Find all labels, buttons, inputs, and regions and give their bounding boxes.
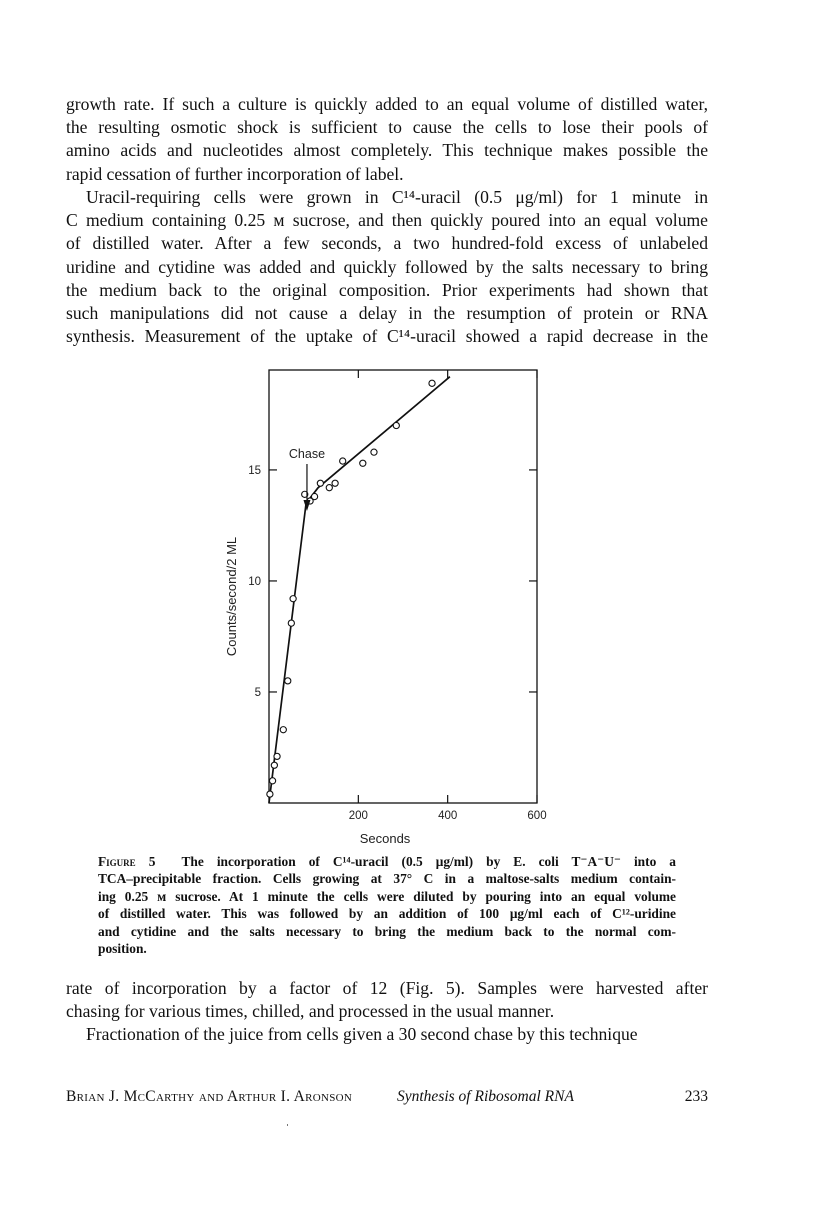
text-line: Fractionation of the juice from cells given a 30 second chase by this technique	[86, 1024, 638, 1044]
data-point	[429, 380, 435, 386]
data-point	[371, 449, 377, 455]
y-tick-label: 10	[248, 575, 261, 588]
caption-line: position.	[98, 941, 147, 957]
text-line: such manipulations did not cause a delay in the resumption of protein or RNA	[66, 303, 708, 324]
y-axis-label: Counts/second/2 ML	[224, 536, 239, 657]
text-line: C medium containing 0.25 ᴍ sucrose, and then quickly poured into an equal volume	[66, 210, 708, 231]
data-point	[360, 460, 366, 466]
data-point	[340, 458, 346, 464]
text-line: the resulting osmotic shock is sufficient to cause the cells to lose their pools of	[66, 117, 708, 138]
data-point	[290, 596, 296, 602]
text-line: uridine and cytidine was added and quickly followed by the salts necessary to bring	[66, 256, 708, 277]
data-point	[317, 480, 323, 486]
data-point	[271, 762, 277, 768]
figure-5-chart	[200, 360, 580, 850]
data-point	[326, 485, 332, 491]
text-line: of distilled water. After a few seconds, a two hundred-fold excess of unlabeled	[66, 233, 708, 254]
text-line: Uracil-requiring cells were grown in C¹⁴-uracil (0.5 μg/ml) for 1 minute in	[86, 187, 708, 207]
chart-svg	[200, 360, 580, 850]
data-point	[288, 620, 294, 626]
text-line: rate of incorporation by a factor of 12 (Fig. 5). Samples were harvested after	[66, 978, 708, 998]
text-line: the medium back to the original composition. Prior experiments had shown that	[66, 279, 708, 300]
data-point	[332, 480, 338, 486]
x-axis-label: Seconds	[359, 831, 411, 846]
data-point	[267, 791, 273, 797]
caption-line: and cytidine and the salts necessary to bring the medium back to the normal com-	[98, 923, 676, 939]
paragraph-3	[66, 977, 708, 1023]
data-point	[274, 753, 280, 759]
chase-annotation-label: Chase	[288, 447, 326, 461]
caption-line	[98, 853, 676, 870]
x-tick-label: 200	[348, 810, 368, 822]
stray-mark	[287, 1124, 288, 1126]
paragraph-2	[66, 186, 708, 348]
y-tick-label: 5	[254, 686, 261, 699]
data-point	[393, 422, 399, 428]
figure-caption	[98, 853, 676, 957]
text-line: synthesis. Measurement of the uptake of C¹⁴-uracil showed a rapid decrease in the	[66, 326, 708, 347]
fit-line	[269, 377, 450, 803]
caption-line: TCA–precipitable fraction. Cells growing at 37° C in a maltose-salts medium contain-	[98, 871, 676, 887]
text-line: growth rate. If such a culture is quickly added to an equal volume of distilled water,	[66, 94, 708, 114]
paragraph-1	[66, 93, 708, 186]
page-number: 233	[684, 1088, 708, 1105]
text-line: amino acids and nucleotides almost completely. This technique makes possible the	[66, 140, 708, 161]
paragraph-4	[66, 1023, 708, 1046]
y-tick-label: 15	[248, 464, 261, 477]
text-line: chasing for various times, chilled, and processed in the usual manner.	[66, 1001, 555, 1022]
data-point	[311, 493, 317, 499]
data-point	[269, 778, 275, 784]
footer-journal-title: Synthesis of Ribosomal RNA	[397, 1088, 574, 1105]
caption-line-text: The incorporation of C¹⁴-uracil (0.5 μg/ml) by E. coli T⁻A⁻U⁻ into a	[181, 854, 676, 869]
figure-label: Figure 5	[98, 854, 156, 869]
caption-line: ing 0.25 ᴍ sucrose. At 1 minute the cells were diluted by pouring into an equal volume	[98, 888, 676, 904]
plot-frame	[269, 370, 537, 803]
data-point	[280, 727, 286, 733]
x-tick-label: 600	[527, 810, 547, 822]
data-point	[285, 678, 291, 684]
text-line: rapid cessation of further incorporation of label.	[66, 163, 404, 184]
footer-authors: Brian J. McCarthy and Arthur I. Aronson	[66, 1088, 353, 1105]
x-tick-label: 400	[438, 810, 458, 822]
caption-line: of distilled water. This was followed by an addition of 100 μg/ml each of C¹²-uridine	[98, 906, 676, 922]
